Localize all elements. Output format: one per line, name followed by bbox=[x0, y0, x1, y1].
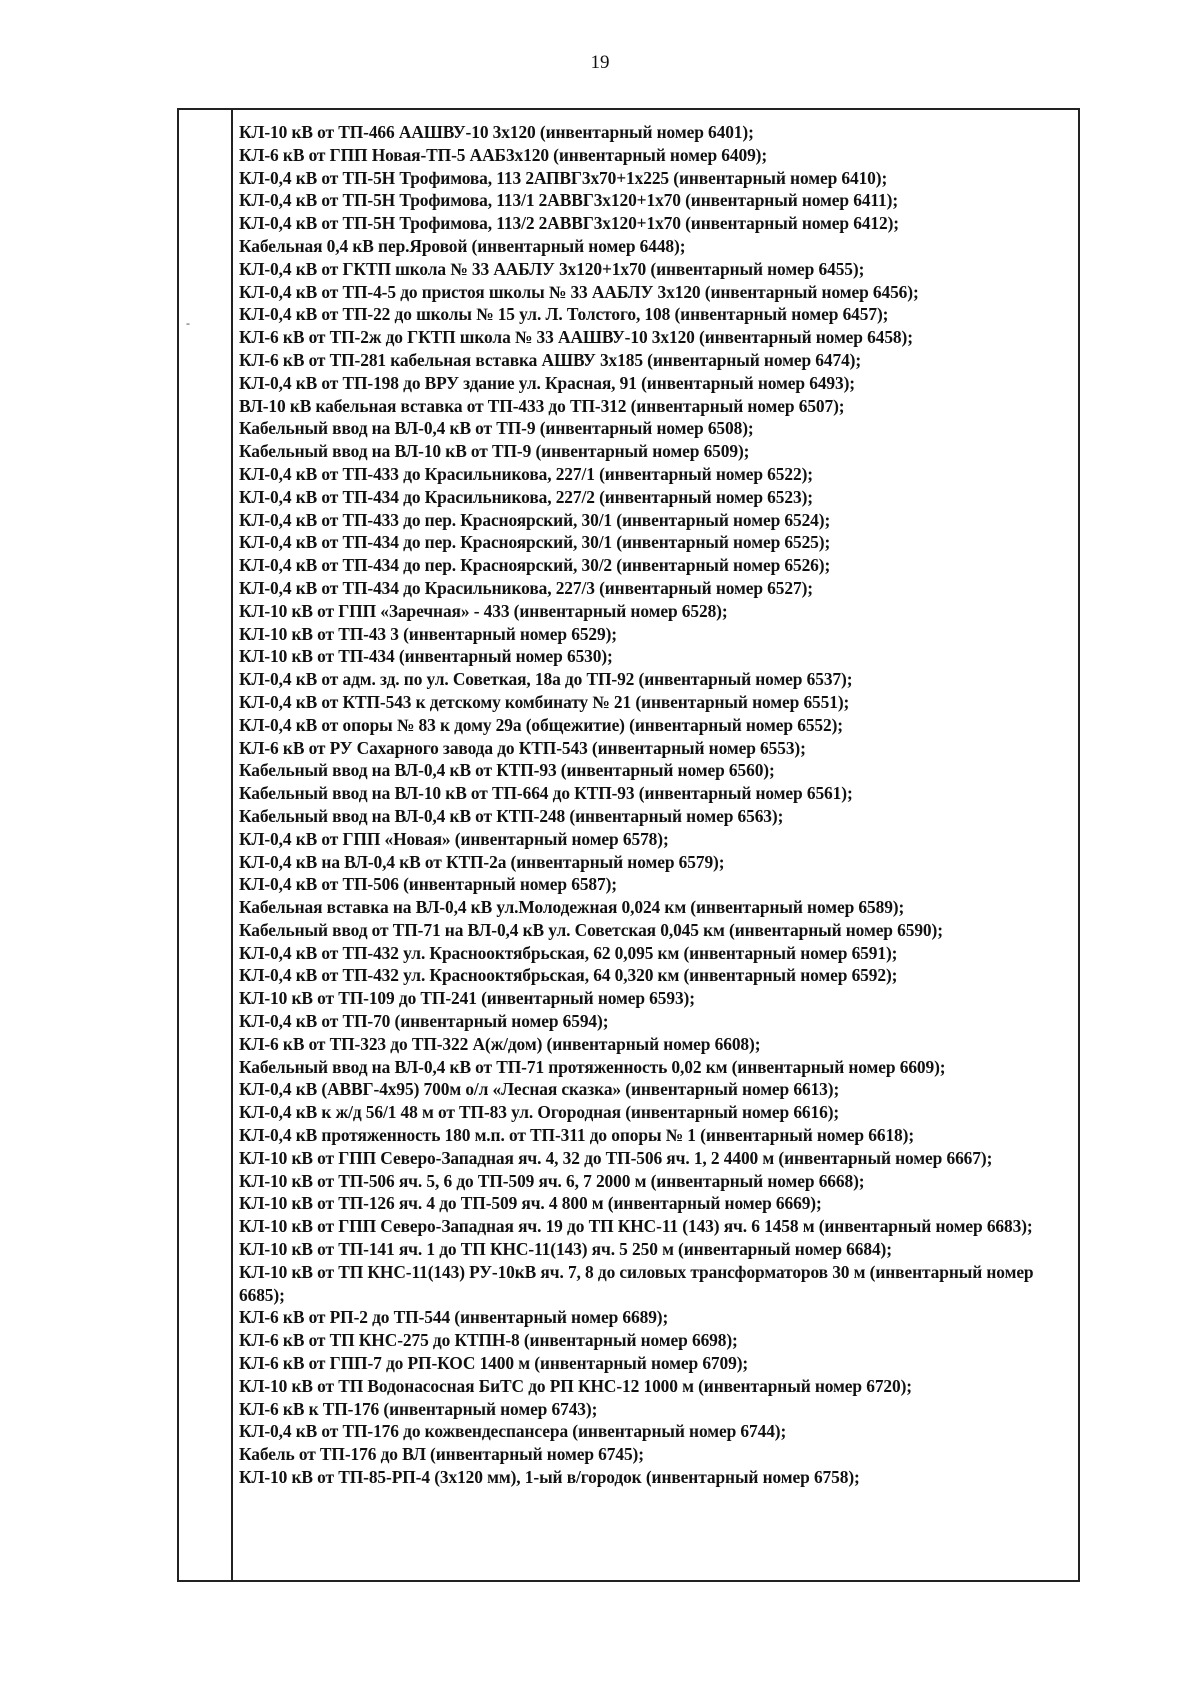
list-item: КЛ-10 кВ от ТП-85-РП-4 (3х120 мм), 1-ый в/городок (инвентарный номер 6758); bbox=[239, 1467, 860, 1488]
list-item: КЛ-0,4 кВ от ТП-5Н Трофимова, 113/2 2АВВГ3х120+1х70 (инвентарный номер 6412); bbox=[239, 213, 899, 234]
list-item: КЛ-10 кВ от ГПП Северо-Западная яч. 19 до ТП КНС-11 (143) яч. 6 1458 м (инвентарный номер 6683); bbox=[239, 1216, 1033, 1237]
margin-mark: - bbox=[186, 316, 190, 330]
list-item: КЛ-0,4 кВ от ТП-434 до пер. Красноярский, 30/1 (инвентарный номер 6525); bbox=[239, 532, 831, 553]
list-item: КЛ-0,4 кВ от ТП-434 до пер. Красноярский, 30/2 (инвентарный номер 6526); bbox=[239, 555, 831, 576]
list-item: КЛ-10 кВ от ТП-434 (инвентарный номер 6530); bbox=[239, 646, 613, 667]
list-item: КЛ-0,4 кВ на ВЛ-0,4 кВ от КТП-2а (инвентарный номер 6579); bbox=[239, 851, 725, 872]
list-item: КЛ-0,4 кВ от ТП-5Н Трофимова, 113/1 2АВВГ3х120+1х70 (инвентарный номер 6411); bbox=[239, 190, 899, 211]
list-item: КЛ-0,4 кВ от адм. зд. по ул. Советкая, 18а до ТП-92 (инвентарный номер 6537); bbox=[239, 669, 853, 690]
list-item: КЛ-0,4 кВ от ТП-22 до школы № 15 ул. Л. Толстого, 108 (инвентарный номер 6457); bbox=[239, 304, 889, 325]
list-item: КЛ-0,4 кВ от ТП-70 (инвентарный номер 6594); bbox=[239, 1011, 609, 1032]
list-item: КЛ-10 кВ от ТП Водонасосная БиТС до РП КНС-12 1000 м (инвентарный номер 6720); bbox=[239, 1375, 912, 1396]
list-item: КЛ-10 кВ от ТП КНС-11(143) РУ-10кВ яч. 7, 8 до силовых трансформаторов 30 м (инвентарный номер 6685); bbox=[239, 1261, 1034, 1305]
list-item: КЛ-10 кВ от ТП-126 яч. 4 до ТП-509 яч. 4 800 м (инвентарный номер 6669); bbox=[239, 1193, 822, 1214]
list-item: КЛ-10 кВ от ГПП «Заречная» - 433 (инвентарный номер 6528); bbox=[239, 600, 728, 621]
list-item: КЛ-10 кВ от ТП-141 яч. 1 до ТП КНС-11(143) яч. 5 250 м (инвентарный номер 6684); bbox=[239, 1239, 892, 1260]
list-item: Кабельный ввод на ВЛ-0,4 кВ от КТП-248 (инвентарный номер 6563); bbox=[239, 805, 784, 826]
list-item: КЛ-10 кВ от ТП-109 до ТП-241 (инвентарный номер 6593); bbox=[239, 988, 695, 1009]
list-item: КЛ-6 кВ от РУ Сахарного завода до КТП-543 (инвентарный номер 6553); bbox=[239, 737, 806, 758]
list-item: Кабель от ТП-176 до ВЛ (инвентарный номер 6745); bbox=[239, 1444, 644, 1465]
list-item: КЛ-0,4 кВ от ТП-434 до Красильникова, 227/3 (инвентарный номер 6527); bbox=[239, 577, 813, 598]
list-item: Кабельная 0,4 кВ пер.Яровой (инвентарный номер 6448); bbox=[239, 235, 686, 256]
list-item: КЛ-6 кВ от ТП-323 до ТП-322 А(ж/дом) (инвентарный номер 6608); bbox=[239, 1033, 761, 1054]
list-item: КЛ-0,4 кВ от опоры № 83 к дому 29а (общежитие) (инвентарный номер 6552); bbox=[239, 714, 844, 735]
list-item: КЛ-0,4 кВ от ТП-433 до пер. Красноярский, 30/1 (инвентарный номер 6524); bbox=[239, 509, 831, 530]
list-item: КЛ-10 кВ от ТП-506 яч. 5, 6 до ТП-509 яч. 6, 7 2000 м (инвентарный номер 6668); bbox=[239, 1170, 865, 1191]
list-item: Кабельная вставка на ВЛ-0,4 кВ ул.Молодежная 0,024 км (инвентарный номер 6589); bbox=[239, 897, 905, 918]
list-item: КЛ-0,4 кВ от ТП-198 до ВРУ здание ул. Красная, 91 (инвентарный номер 6493); bbox=[239, 372, 855, 393]
list-item: КЛ-6 кВ от РП-2 до ТП-544 (инвентарный номер 6689); bbox=[239, 1307, 669, 1328]
list-item: КЛ-0,4 кВ (АВВГ-4х95) 700м о/л «Лесная сказка» (инвентарный номер 6613); bbox=[239, 1079, 840, 1100]
list-item: КЛ-0,4 кВ от ТП-432 ул. Краснооктябрьская, 62 0,095 км (инвентарный номер 6591); bbox=[239, 942, 898, 963]
list-item: КЛ-0,4 кВ от ГПП «Новая» (инвентарный номер 6578); bbox=[239, 828, 669, 849]
page-number: 19 bbox=[590, 52, 610, 73]
list-item: КЛ-0,4 кВ от ТП-4-5 до пристоя школы № 33 ААБЛУ 3х120 (инвентарный номер 6456); bbox=[239, 281, 919, 302]
list-item: ВЛ-10 кВ кабельная вставка от ТП-433 до ТП-312 (инвентарный номер 6507); bbox=[239, 395, 845, 416]
list-item: Кабельный ввод на ВЛ-0,4 кВ от КТП-93 (инвентарный номер 6560); bbox=[239, 760, 775, 781]
list-item: КЛ-6 кВ от ГПП-7 до РП-КОС 1400 м (инвентарный номер 6709); bbox=[239, 1353, 749, 1374]
list-item: КЛ-0,4 кВ к ж/д 56/1 48 м от ТП-83 ул. Огородная (инвентарный номер 6616); bbox=[239, 1102, 840, 1123]
list-item: КЛ-6 кВ от ТП-281 кабельная вставка АШВУ 3х185 (инвентарный номер 6474); bbox=[239, 349, 862, 370]
list-item: КЛ-6 кВ от ГПП Новая-ТП-5 ААБ3х120 (инвентарный номер 6409); bbox=[239, 144, 768, 165]
table-left-column bbox=[179, 110, 233, 1580]
list-item: КЛ-0,4 кВ от ТП-176 до кожвендеспансера (инвентарный номер 6744); bbox=[239, 1421, 787, 1442]
list-item: Кабельный ввод на ВЛ-0,4 кВ от ТП-71 протяженность 0,02 км (инвентарный номер 6609); bbox=[239, 1056, 946, 1077]
list-item: КЛ-6 кВ от ТП КНС-275 до КТПН-8 (инвентарный номер 6698); bbox=[239, 1330, 738, 1351]
list-item: КЛ-6 кВ к ТП-176 (инвентарный номер 6743); bbox=[239, 1398, 598, 1419]
list-item: Кабельный ввод на ВЛ-10 кВ от ТП-9 (инвентарный номер 6509); bbox=[239, 441, 750, 462]
list-item: КЛ-0,4 кВ от ГКТП школа № 33 ААБЛУ 3х120+1х70 (инвентарный номер 6455); bbox=[239, 258, 865, 279]
list-item: КЛ-0,4 кВ от ТП-5Н Трофимова, 113 2АПВГ3х70+1х225 (инвентарный номер 6410); bbox=[239, 167, 888, 188]
list-item: КЛ-10 кВ от ГПП Северо-Западная яч. 4, 32 до ТП-506 яч. 1, 2 4400 м (инвентарный номер 6667); bbox=[239, 1147, 993, 1168]
list-item: КЛ-6 кВ от ТП-2ж до ГКТП школа № 33 ААШВУ-10 3х120 (инвентарный номер 6458); bbox=[239, 327, 913, 348]
table-frame bbox=[177, 108, 1080, 1582]
list-item: КЛ-0,4 кВ от ТП-432 ул. Краснооктябрьская, 64 0,320 км (инвентарный номер 6592); bbox=[239, 965, 898, 986]
list-item: КЛ-10 кВ от ТП-43 3 (инвентарный номер 6529); bbox=[239, 623, 618, 644]
list-item: КЛ-0,4 кВ протяженность 180 м.п. от ТП-311 до опоры № 1 (инвентарный номер 6618); bbox=[239, 1125, 915, 1146]
list-item: Кабельный ввод от ТП-71 на ВЛ-0,4 кВ ул. Советская 0,045 км (инвентарный номер 6590); bbox=[239, 919, 943, 940]
list-item: Кабельный ввод на ВЛ-10 кВ от ТП-664 до КТП-93 (инвентарный номер 6561); bbox=[239, 783, 853, 804]
list-item: КЛ-10 кВ от ТП-466 ААШВУ-10 3х120 (инвентарный номер 6401); bbox=[239, 122, 754, 142]
list-item: КЛ-0,4 кВ от ТП-434 до Красильникова, 227/2 (инвентарный номер 6523); bbox=[239, 486, 813, 507]
entries-list bbox=[239, 121, 1074, 1489]
list-item: КЛ-0,4 кВ от КТП-543 к детскому комбинату № 21 (инвентарный номер 6551); bbox=[239, 691, 850, 712]
list-item: КЛ-0,4 кВ от ТП-506 (инвентарный номер 6587); bbox=[239, 874, 618, 895]
list-item: Кабельный ввод на ВЛ-0,4 кВ от ТП-9 (инвентарный номер 6508); bbox=[239, 418, 754, 439]
list-item: КЛ-0,4 кВ от ТП-433 до Красильникова, 227/1 (инвентарный номер 6522); bbox=[239, 463, 813, 484]
